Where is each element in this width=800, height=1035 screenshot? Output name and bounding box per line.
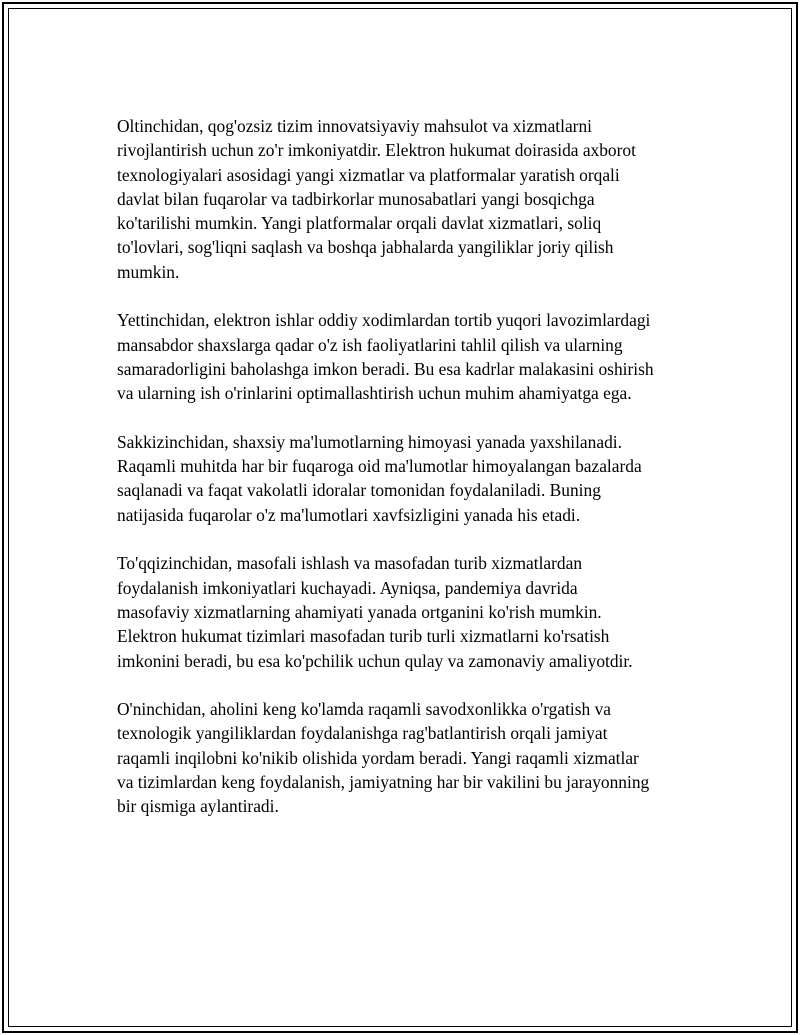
paragraph-tenth xyxy=(117,697,697,818)
text-line: texnologik yangiliklardan foydalanishga rag'batlantirish orqali jamiyat xyxy=(117,723,608,744)
text-line: Yettinchidan, elektron ishlar oddiy xodimlardan tortib yuqori lavozimlardagi xyxy=(117,310,651,331)
text-line: Sakkizinchidan, shaxsiy ma'lumotlarning himoyasi yanada yaxshilanadi. xyxy=(117,431,622,452)
text-line: natijasida fuqarolar o'z ma'lumotlari xavfsizligini yanada his etadi. xyxy=(117,504,581,525)
text-line: mansabdor shaxslarga qadar o'z ish faoliyatlarini tahlil qilish va ularning xyxy=(117,334,623,355)
text-line: Raqamli muhitda har bir fuqaroga oid ma'lumotlar himoyalangan bazalarda xyxy=(117,456,642,477)
text-line: va tizimlardan keng foydalanish, jamiyatning har bir vakilini bu jarayonning xyxy=(117,772,650,793)
text-line: saqlanadi va faqat vakolatli idoralar tomonidan foydalaniladi. Buning xyxy=(117,480,601,501)
text-line: Elektron hukumat tizimlari masofadan turib turli xizmatlarni ko'rsatish xyxy=(117,626,610,647)
text-line: raqamli inqilobni ko'nikib olishida yordam beradi. Yangi raqamli xizmatlar xyxy=(117,747,639,768)
text-line: foydalanish imkoniyatlari kuchayadi. Ayniqsa, pandemiya davrida xyxy=(117,577,578,598)
paragraph-ninth xyxy=(117,551,697,672)
text-line: Oltinchidan, qog'ozsiz tizim innovatsiyaviy mahsulot va xizmatlarni xyxy=(117,116,592,136)
text-line: imkonini beradi, bu esa ko'pchilik uchun qulay va zamonaviy amaliyotdir. xyxy=(117,650,633,671)
paragraph-sixth xyxy=(117,114,697,284)
text-line: To'qqizinchidan, masofali ishlash va masofadan turib xizmatlardan xyxy=(117,553,583,574)
text-line: masofaviy xizmatlarning ahamiyati yanada ortganini ko'rish mumkin. xyxy=(117,601,602,622)
paragraph-eighth xyxy=(117,430,697,527)
document-body xyxy=(117,114,697,843)
text-line: samaradorligini baholashga imkon beradi. Bu esa kadrlar malakasini oshirish xyxy=(117,358,654,379)
text-line: to'lovlari, sog'liqni saqlash va boshqa jabhalarda yangiliklar joriy qilish xyxy=(117,237,614,258)
text-line: texnologiyalari asosidagi yangi xizmatlar va platformalar yaratish orqali xyxy=(117,164,620,185)
text-line: va ularning ish o'rinlarini optimallashtirish uchun muhim ahamiyatga ega. xyxy=(117,383,632,404)
text-line: mumkin. xyxy=(117,261,180,282)
paragraph-seventh xyxy=(117,308,697,405)
text-line: ko'tarilishi mumkin. Yangi platformalar orqali davlat xizmatlari, soliq xyxy=(117,213,602,234)
text-line: bir qismiga aylantiradi. xyxy=(117,796,279,817)
text-line: davlat bilan fuqarolar va tadbirkorlar munosabatlari yangi bosqichga xyxy=(117,188,595,209)
text-line: rivojlantirish uchun zo'r imkoniyatdir. Elektron hukumat doirasida axborot xyxy=(117,140,636,161)
text-line: O'ninchidan, aholini keng ko'lamda raqamli savodxonlikka o'rgatish va xyxy=(117,699,611,720)
